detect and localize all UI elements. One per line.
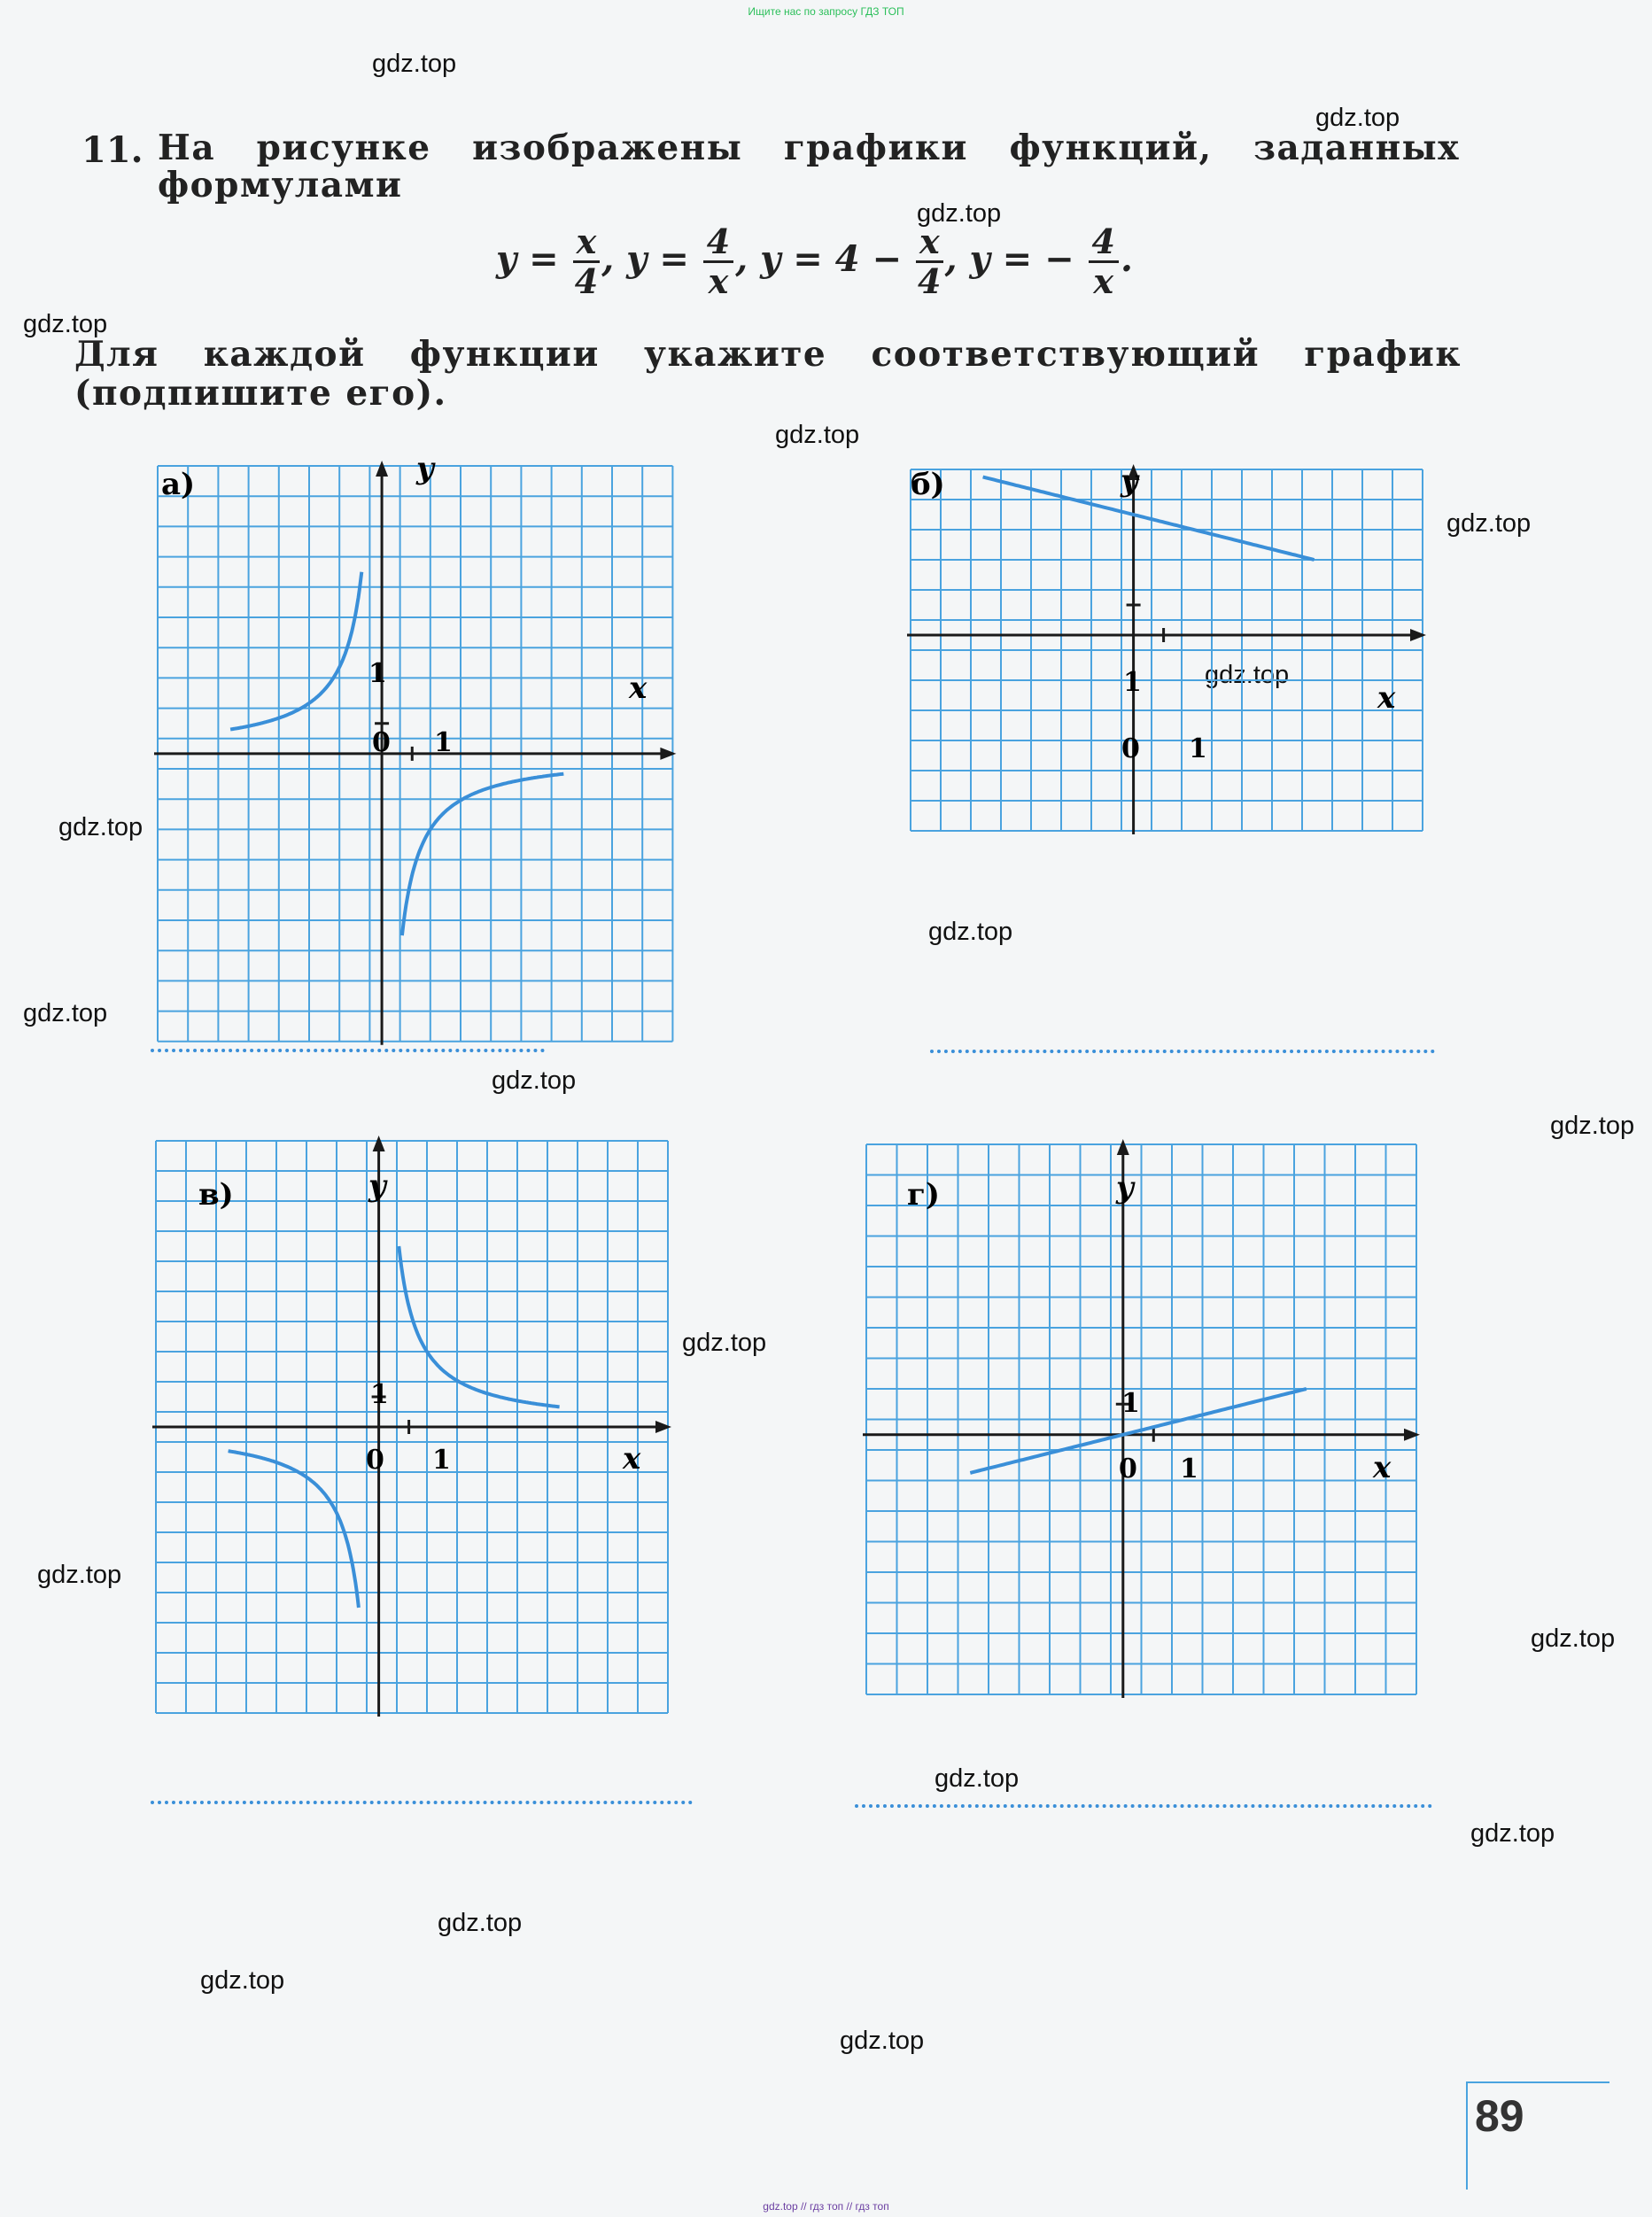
watermark: gdz.top — [928, 918, 1013, 946]
graph-a-label: а) — [161, 467, 196, 502]
graph-g-tick-y: 1 — [1121, 1388, 1140, 1419]
graph-b-svg — [904, 462, 1431, 843]
graph-v-y-label: y — [368, 1168, 386, 1204]
formula-3: y = 4 − $\frac{x}{4}$ , — [760, 221, 958, 301]
graph-v-origin: 0 — [366, 1445, 384, 1476]
watermark: gdz.top — [438, 1909, 523, 1937]
graph-v-tick-y: 1 — [370, 1379, 389, 1410]
watermark: gdz.top — [372, 50, 457, 78]
watermark: gdz.top — [935, 1764, 1020, 1793]
graph-a — [151, 459, 709, 1050]
graph-v-label: в) — [198, 1177, 234, 1213]
bottom-note: gdz.top // гдз топ // гдз топ — [763, 2200, 889, 2213]
x-axis-arrow — [660, 748, 676, 760]
graph-b-line — [983, 477, 1315, 561]
watermark: gdz.top — [1470, 1819, 1555, 1848]
x-axis-arrow — [655, 1421, 671, 1433]
y-axis-arrow — [1117, 1139, 1129, 1155]
graph-a-x-label: x — [629, 671, 648, 706]
graph-a-tick-x: 1 — [434, 727, 453, 758]
graph-b-label: б) — [911, 467, 945, 502]
graph-g-svg — [859, 1137, 1446, 1726]
graph-g-grid — [866, 1144, 1416, 1694]
watermark: gdz.top — [1205, 661, 1290, 689]
graph-v-x-label: x — [623, 1441, 641, 1477]
watermark: gdz.top — [23, 310, 108, 338]
task-text: На рисунке изображены графики функций, заданных формулами — [158, 128, 1460, 205]
graph-g-label: г) — [907, 1177, 940, 1213]
page-number: 89 — [1475, 2091, 1524, 2141]
x-axis-arrow — [1404, 1429, 1420, 1441]
watermark: gdz.top — [492, 1066, 577, 1095]
watermark: gdz.top — [23, 999, 108, 1027]
top-note: Ищите нас по запросу ГДЗ ТОП — [748, 5, 904, 18]
graph-a-tick-y: 1 — [368, 658, 387, 689]
graph-b-tick-y: 1 — [1123, 667, 1142, 698]
watermark: gdz.top — [840, 2027, 925, 2055]
formula-2: y = $\frac{4}{x}$ , — [626, 221, 748, 301]
graph-b-origin: 0 — [1121, 733, 1140, 764]
watermark: gdz.top — [37, 1561, 122, 1589]
graph-v — [149, 1134, 698, 1727]
graph-a-svg — [151, 459, 709, 1050]
answer-line-v[interactable] — [151, 1801, 693, 1804]
graph-v-axes — [152, 1136, 671, 1717]
graph-a-curve-left — [230, 572, 361, 730]
graph-b-y-label: y — [1121, 463, 1138, 499]
graph-g-origin: 0 — [1119, 1453, 1137, 1484]
graph-v-curve-right — [229, 1451, 359, 1608]
graph-v-tick-x: 1 — [432, 1445, 451, 1476]
answer-line-a[interactable] — [151, 1049, 545, 1052]
formula — [496, 223, 1133, 300]
watermark: gdz.top — [1531, 1624, 1616, 1653]
x-axis-arrow — [1410, 629, 1426, 641]
graph-a-axes — [154, 461, 676, 1045]
graph-b-tick-x: 1 — [1189, 733, 1207, 764]
formula-1: y = $\frac{x}{4}$ , — [496, 221, 615, 301]
watermark: gdz.top — [682, 1329, 767, 1357]
graph-v-curve-left — [399, 1246, 559, 1407]
formula-4: y = − $\frac{4}{x}$ . — [969, 221, 1133, 301]
watermark: gdz.top — [200, 1966, 285, 1995]
graph-g — [859, 1137, 1446, 1726]
task-number: 11. — [81, 129, 143, 171]
graph-g-x-label: x — [1373, 1450, 1392, 1485]
watermark: gdz.top — [775, 421, 860, 449]
watermark: gdz.top — [1315, 104, 1400, 132]
answer-line-g[interactable] — [855, 1804, 1432, 1808]
graph-g-y-label: y — [1116, 1170, 1134, 1205]
watermark: gdz.top — [1550, 1112, 1635, 1140]
graph-a-y-label: y — [416, 459, 434, 486]
graph-b-x-label: x — [1377, 680, 1396, 716]
graph-v-svg — [149, 1134, 698, 1727]
watermark: gdz.top — [1446, 509, 1532, 538]
graph-a-origin: 0 — [372, 727, 391, 758]
watermark: gdz.top — [917, 199, 1002, 228]
graph-a-curve-right — [402, 774, 563, 935]
y-axis-arrow — [373, 1136, 385, 1151]
graph-g-tick-x: 1 — [1180, 1453, 1198, 1484]
y-axis-arrow — [376, 461, 388, 477]
task-instruction: Для каждой функции укажите соответствующий график (подпишите его). — [74, 334, 1462, 414]
watermark: gdz.top — [58, 813, 143, 841]
answer-line-b[interactable] — [930, 1050, 1435, 1053]
graph-b — [904, 462, 1431, 843]
